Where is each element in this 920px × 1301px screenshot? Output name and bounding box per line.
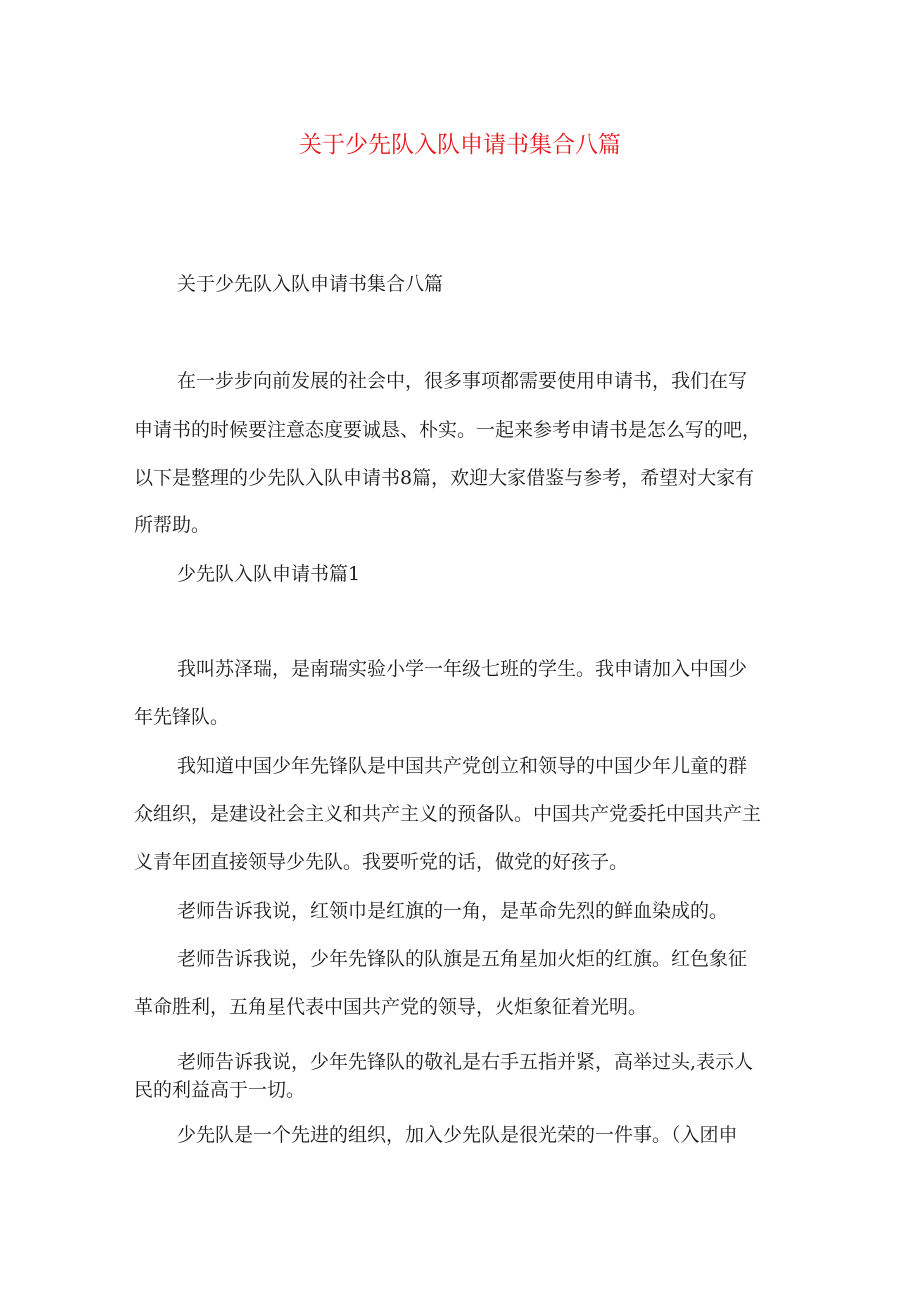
section-heading: 少先队入队申请书篇1 xyxy=(177,563,361,585)
body-line-3: 我知道中国少年先锋队是中国共产党创立和领导的中国少年儿童的群 xyxy=(177,755,748,777)
intro-line-4: 所帮助。 xyxy=(134,514,211,536)
body-line-7: 老师告诉我说，少年先锋队的队旗是五角星加火炬的红旗。红色象征 xyxy=(177,948,748,970)
body-line-8: 革命胜利，五角星代表中国共产党的领导，火炬象征着光明。 xyxy=(134,996,648,1018)
intro-line-3: 以下是整理的少先队入队申请书8篇，欢迎大家借鉴与参考，希望对大家有 xyxy=(134,467,755,489)
intro-line-2: 申请书的时候要注意态度要诚恳、朴实。一起来参考申请书是怎么写的吧， xyxy=(134,419,762,441)
body-line-10: 民的利益高于一切。 xyxy=(134,1079,306,1101)
body-line-4: 众组织，是建设社会主义和共产主义的预备队。中国共产党委托中国共产主 xyxy=(134,803,762,825)
document-subtitle: 关于少先队入队申请书集合八篇 xyxy=(177,273,444,295)
body-line-6: 老师告诉我说，红领巾是红旗的一角，是革命先烈的鲜血染成的。 xyxy=(177,900,729,922)
body-line-5: 义青年团直接领导少先队。我要听党的话，做党的好孩子。 xyxy=(134,851,629,873)
body-line-11: 少先队是一个先进的组织，加入少先队是很光荣的一件事。（入团申 xyxy=(177,1124,738,1146)
intro-line-1: 在一步步向前发展的社会中，很多事项都需要使用申请书，我们在写 xyxy=(177,370,748,392)
body-line-2: 年先锋队。 xyxy=(134,706,230,728)
document-title: 关于少先队入队申请书集合八篇 xyxy=(299,132,621,158)
body-line-1: 我叫苏泽瑞，是南瑞实验小学一年级七班的学生。我申请加入中国少 xyxy=(177,658,748,680)
body-line-9: 老师告诉我说，少年先锋队的敬礼是右手五指并紧，高举过头,表示人 xyxy=(177,1051,754,1073)
